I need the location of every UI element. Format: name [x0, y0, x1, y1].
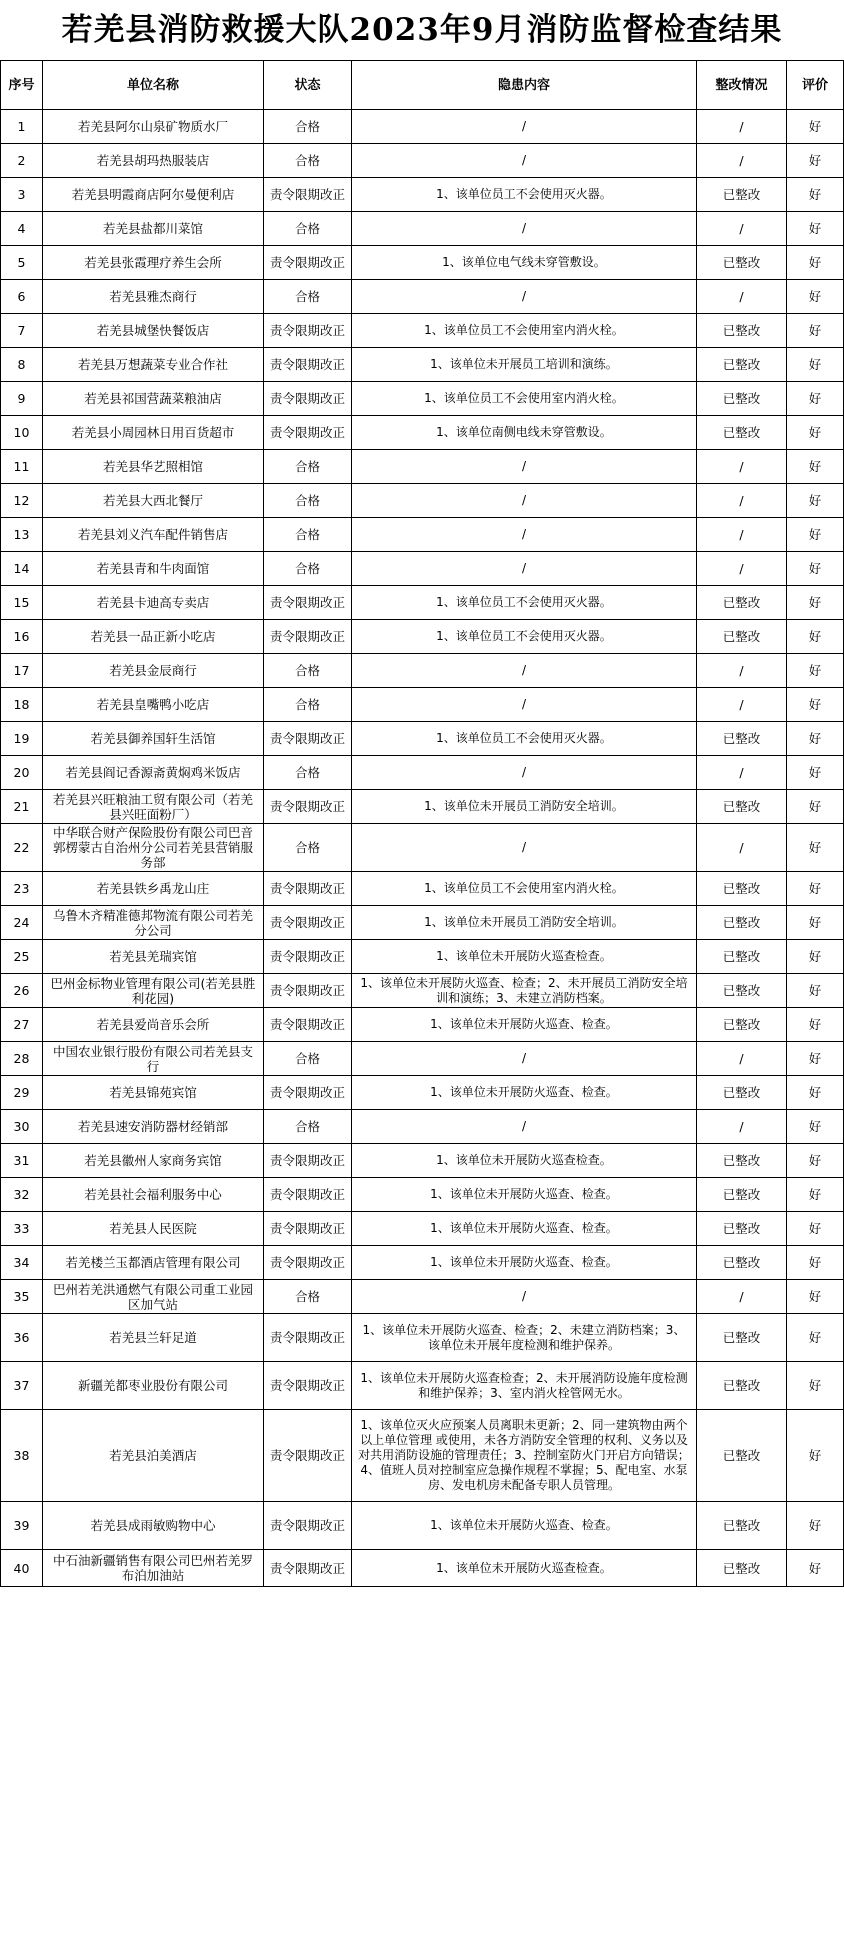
cell-status: 责令限期改正: [264, 872, 352, 906]
cell-hazard: 1、该单位未开展防火巡查、检查。: [352, 1178, 697, 1212]
cell-eval: 好: [787, 1362, 844, 1410]
cell-rectify: /: [697, 450, 787, 484]
table-row: [1, 722, 844, 756]
cell-no: 30: [1, 1110, 43, 1144]
cell-no: 40: [1, 1550, 43, 1587]
table-row: [1, 1144, 844, 1178]
cell-name: 若羌县徽州人家商务宾馆: [43, 1144, 264, 1178]
table-row: [1, 654, 844, 688]
cell-no: 16: [1, 620, 43, 654]
cell-rectify: /: [697, 756, 787, 790]
cell-no: 6: [1, 280, 43, 314]
table-row: [1, 1042, 844, 1076]
cell-hazard: /: [352, 450, 697, 484]
cell-eval: 好: [787, 722, 844, 756]
cell-name: 若羌县祁国营蔬菜粮油店: [43, 382, 264, 416]
cell-status: 合格: [264, 756, 352, 790]
cell-eval: 好: [787, 110, 844, 144]
cell-eval: 好: [787, 552, 844, 586]
table-row: [1, 212, 844, 246]
cell-no: 9: [1, 382, 43, 416]
cell-eval: 好: [787, 178, 844, 212]
cell-eval: 好: [787, 280, 844, 314]
page-title: 若羌县消防救援大队2023年9月消防监督检查结果: [61, 12, 783, 48]
cell-rectify: 已整改: [697, 1410, 787, 1502]
table-row: [1, 348, 844, 382]
cell-rectify: 已整改: [697, 348, 787, 382]
cell-eval: 好: [787, 416, 844, 450]
cell-hazard: 1、该单位员工不会使用灭火器。: [352, 178, 697, 212]
column-header-name: 单位名称: [43, 61, 264, 110]
cell-status: 责令限期改正: [264, 382, 352, 416]
cell-name: 若羌县兴旺粮油工贸有限公司（若羌县兴旺面粉厂）: [43, 790, 264, 824]
cell-eval: 好: [787, 1042, 844, 1076]
cell-rectify: /: [697, 1110, 787, 1144]
cell-status: 责令限期改正: [264, 906, 352, 940]
cell-hazard: /: [352, 144, 697, 178]
cell-name: 若羌县御养国轩生活馆: [43, 722, 264, 756]
cell-status: 责令限期改正: [264, 1410, 352, 1502]
cell-rectify: /: [697, 518, 787, 552]
cell-rectify: 已整改: [697, 178, 787, 212]
table-row: [1, 906, 844, 940]
cell-no: 13: [1, 518, 43, 552]
cell-rectify: /: [697, 110, 787, 144]
table-row: [1, 1550, 844, 1587]
table-row: [1, 1362, 844, 1410]
cell-status: 责令限期改正: [264, 974, 352, 1008]
cell-hazard: 1、该单位灭火应预案人员离职未更新；2、同一建筑物由两个以上单位管理 或使用，未各方消防安全管理的权利、义务以及对共用消防设施的管理责任；3、控制室防火门开启方向错误；4、值班人员对控制室应急操作规程不掌握；5、配电室、水泵房、发电机房未配备专职人员管理。: [352, 1410, 697, 1502]
cell-hazard: 1、该单位未开展员工培训和演练。: [352, 348, 697, 382]
cell-rectify: 已整改: [697, 1008, 787, 1042]
cell-hazard: 1、该单位员工不会使用室内消火栓。: [352, 314, 697, 348]
cell-status: 合格: [264, 1042, 352, 1076]
cell-eval: 好: [787, 1502, 844, 1550]
cell-hazard: /: [352, 110, 697, 144]
cell-hazard: 1、该单位员工不会使用室内消火栓。: [352, 382, 697, 416]
cell-status: 合格: [264, 518, 352, 552]
table-row: [1, 790, 844, 824]
table-row: [1, 940, 844, 974]
column-header-eval: 评价: [787, 61, 844, 110]
cell-eval: 好: [787, 940, 844, 974]
cell-name: 若羌县人民医院: [43, 1212, 264, 1246]
cell-name: 若羌县一品正新小吃店: [43, 620, 264, 654]
cell-rectify: 已整改: [697, 974, 787, 1008]
cell-status: 合格: [264, 110, 352, 144]
cell-eval: 好: [787, 1246, 844, 1280]
cell-eval: 好: [787, 1110, 844, 1144]
cell-no: 21: [1, 790, 43, 824]
cell-eval: 好: [787, 1550, 844, 1587]
cell-no: 25: [1, 940, 43, 974]
cell-rectify: /: [697, 280, 787, 314]
cell-rectify: 已整改: [697, 1212, 787, 1246]
cell-no: 14: [1, 552, 43, 586]
cell-hazard: 1、该单位未开展防火巡查、检查。: [352, 1246, 697, 1280]
cell-name: 若羌县速安消防器材经销部: [43, 1110, 264, 1144]
cell-name: 中国农业银行股份有限公司若羌县支行: [43, 1042, 264, 1076]
cell-status: 责令限期改正: [264, 586, 352, 620]
cell-eval: 好: [787, 1212, 844, 1246]
cell-eval: 好: [787, 348, 844, 382]
cell-eval: 好: [787, 1314, 844, 1362]
cell-name: 若羌县泊美酒店: [43, 1410, 264, 1502]
cell-status: 责令限期改正: [264, 1502, 352, 1550]
cell-no: 18: [1, 688, 43, 722]
table-row: [1, 1246, 844, 1280]
cell-rectify: 已整改: [697, 586, 787, 620]
cell-name: 乌鲁木齐精准德邦物流有限公司若羌分公司: [43, 906, 264, 940]
cell-hazard: /: [352, 688, 697, 722]
table-row: [1, 1280, 844, 1314]
cell-eval: 好: [787, 1178, 844, 1212]
cell-eval: 好: [787, 144, 844, 178]
cell-hazard: 1、该单位未开展防火巡查、检查；2、未建立消防档案；3、该单位未开展年度检测和维护保养。: [352, 1314, 697, 1362]
inspection-table: [0, 60, 844, 1587]
table-row: [1, 246, 844, 280]
cell-name: 若羌县万想蔬菜专业合作社: [43, 348, 264, 382]
cell-no: 36: [1, 1314, 43, 1362]
cell-eval: 好: [787, 620, 844, 654]
cell-no: 11: [1, 450, 43, 484]
cell-eval: 好: [787, 586, 844, 620]
cell-rectify: /: [697, 212, 787, 246]
cell-name: 若羌县金辰商行: [43, 654, 264, 688]
cell-hazard: 1、该单位员工不会使用灭火器。: [352, 620, 697, 654]
cell-rectify: 已整改: [697, 620, 787, 654]
cell-status: 合格: [264, 280, 352, 314]
table-row: [1, 1314, 844, 1362]
cell-hazard: 1、该单位未开展防火巡查检查；2、未开展消防设施年度检测和维护保养；3、室内消火栓管网无水。: [352, 1362, 697, 1410]
cell-status: 责令限期改正: [264, 314, 352, 348]
cell-status: 合格: [264, 212, 352, 246]
cell-hazard: 1、该单位未开展防火巡查、检查。: [352, 1076, 697, 1110]
cell-no: 35: [1, 1280, 43, 1314]
cell-rectify: /: [697, 824, 787, 872]
cell-name: 若羌县大西北餐厅: [43, 484, 264, 518]
cell-rectify: /: [697, 1042, 787, 1076]
cell-status: 合格: [264, 824, 352, 872]
cell-name: 若羌县羌瑞宾馆: [43, 940, 264, 974]
cell-hazard: /: [352, 212, 697, 246]
cell-status: 合格: [264, 552, 352, 586]
cell-rectify: 已整改: [697, 382, 787, 416]
table-row: [1, 688, 844, 722]
cell-status: 合格: [264, 450, 352, 484]
table-row: [1, 1212, 844, 1246]
cell-no: 33: [1, 1212, 43, 1246]
cell-eval: 好: [787, 1144, 844, 1178]
cell-eval: 好: [787, 872, 844, 906]
table-row: [1, 416, 844, 450]
cell-hazard: 1、该单位未开展防火巡查检查。: [352, 940, 697, 974]
table-row: [1, 974, 844, 1008]
cell-status: 责令限期改正: [264, 246, 352, 280]
cell-eval: 好: [787, 484, 844, 518]
cell-rectify: 已整改: [697, 1314, 787, 1362]
cell-hazard: /: [352, 552, 697, 586]
cell-status: 责令限期改正: [264, 1178, 352, 1212]
cell-status: 责令限期改正: [264, 416, 352, 450]
cell-no: 28: [1, 1042, 43, 1076]
cell-no: 2: [1, 144, 43, 178]
table-header-row: [1, 61, 844, 110]
cell-status: 责令限期改正: [264, 1212, 352, 1246]
cell-name: 若羌县胡玛热服装店: [43, 144, 264, 178]
cell-no: 8: [1, 348, 43, 382]
cell-status: 责令限期改正: [264, 1144, 352, 1178]
table-row: [1, 1076, 844, 1110]
cell-name: 若羌县阿尔山泉矿物质水厂: [43, 110, 264, 144]
cell-status: 责令限期改正: [264, 178, 352, 212]
cell-name: 若羌县社会福利服务中心: [43, 1178, 264, 1212]
table-row: [1, 484, 844, 518]
table-row: [1, 620, 844, 654]
cell-no: 5: [1, 246, 43, 280]
table-row: [1, 450, 844, 484]
cell-no: 38: [1, 1410, 43, 1502]
cell-no: 23: [1, 872, 43, 906]
cell-status: 责令限期改正: [264, 722, 352, 756]
cell-status: 责令限期改正: [264, 620, 352, 654]
cell-name: 若羌县兰轩足道: [43, 1314, 264, 1362]
cell-rectify: /: [697, 688, 787, 722]
table-row: [1, 1008, 844, 1042]
cell-status: 责令限期改正: [264, 1362, 352, 1410]
cell-eval: 好: [787, 974, 844, 1008]
cell-eval: 好: [787, 382, 844, 416]
table-row: [1, 518, 844, 552]
cell-hazard: 1、该单位未开展员工消防安全培训。: [352, 906, 697, 940]
cell-rectify: 已整改: [697, 314, 787, 348]
table-row: [1, 1110, 844, 1144]
cell-name: 新疆羌都枣业股份有限公司: [43, 1362, 264, 1410]
cell-rectify: 已整改: [697, 790, 787, 824]
cell-name: 若羌县张霞理疗养生会所: [43, 246, 264, 280]
cell-name: 巴州若羌洪通燃气有限公司重工业园区加气站: [43, 1280, 264, 1314]
cell-no: 37: [1, 1362, 43, 1410]
cell-no: 7: [1, 314, 43, 348]
cell-status: 责令限期改正: [264, 1246, 352, 1280]
cell-no: 27: [1, 1008, 43, 1042]
cell-no: 26: [1, 974, 43, 1008]
column-header-no: 序号: [1, 61, 43, 110]
cell-hazard: 1、该单位员工不会使用灭火器。: [352, 586, 697, 620]
cell-name: 若羌县爱尚音乐会所: [43, 1008, 264, 1042]
cell-name: 若羌县刘义汽车配件销售店: [43, 518, 264, 552]
cell-no: 34: [1, 1246, 43, 1280]
cell-hazard: /: [352, 280, 697, 314]
cell-name: 若羌县青和牛肉面馆: [43, 552, 264, 586]
cell-hazard: /: [352, 756, 697, 790]
cell-rectify: 已整改: [697, 1178, 787, 1212]
cell-hazard: /: [352, 518, 697, 552]
cell-eval: 好: [787, 654, 844, 688]
cell-status: 责令限期改正: [264, 1076, 352, 1110]
cell-no: 1: [1, 110, 43, 144]
cell-rectify: 已整改: [697, 940, 787, 974]
cell-rectify: 已整改: [697, 1246, 787, 1280]
cell-rectify: 已整改: [697, 1362, 787, 1410]
table-row: [1, 1178, 844, 1212]
cell-eval: 好: [787, 1410, 844, 1502]
cell-no: 22: [1, 824, 43, 872]
cell-no: 24: [1, 906, 43, 940]
cell-hazard: 1、该单位未开展防火巡查、检查；2、未开展员工消防安全培训和演练；3、未建立消防档案。: [352, 974, 697, 1008]
cell-eval: 好: [787, 518, 844, 552]
cell-name: 若羌县小周园林日用百货超市: [43, 416, 264, 450]
cell-eval: 好: [787, 1008, 844, 1042]
cell-eval: 好: [787, 1076, 844, 1110]
column-header-hazard: 隐患内容: [352, 61, 697, 110]
cell-name: 若羌县皇嘴鸭小吃店: [43, 688, 264, 722]
cell-name: 若羌县盐都川菜馆: [43, 212, 264, 246]
cell-status: 责令限期改正: [264, 348, 352, 382]
cell-no: 39: [1, 1502, 43, 1550]
cell-no: 32: [1, 1178, 43, 1212]
cell-eval: 好: [787, 246, 844, 280]
cell-no: 19: [1, 722, 43, 756]
table-row: [1, 824, 844, 872]
cell-rectify: 已整改: [697, 906, 787, 940]
cell-hazard: 1、该单位未开展员工消防安全培训。: [352, 790, 697, 824]
cell-status: 合格: [264, 144, 352, 178]
table-body: [1, 110, 844, 1587]
cell-status: 责令限期改正: [264, 1314, 352, 1362]
cell-status: 责令限期改正: [264, 1550, 352, 1587]
cell-status: 责令限期改正: [264, 1008, 352, 1042]
cell-name: 若羌县雅杰商行: [43, 280, 264, 314]
cell-name: 中华联合财产保险股份有限公司巴音郭楞蒙古自治州分公司若羌县营销服务部: [43, 824, 264, 872]
table-row: [1, 110, 844, 144]
cell-name: 巴州金标物业管理有限公司(若羌县胜利花园): [43, 974, 264, 1008]
cell-name: 若羌县阎记香源斋黄焖鸡米饭店: [43, 756, 264, 790]
table-row: [1, 382, 844, 416]
cell-rectify: 已整改: [697, 722, 787, 756]
cell-eval: 好: [787, 1280, 844, 1314]
cell-no: 20: [1, 756, 43, 790]
cell-hazard: /: [352, 654, 697, 688]
cell-name: 若羌县华艺照相馆: [43, 450, 264, 484]
cell-status: 责令限期改正: [264, 940, 352, 974]
cell-eval: 好: [787, 212, 844, 246]
cell-eval: 好: [787, 688, 844, 722]
cell-hazard: 1、该单位南侧电线未穿管敷设。: [352, 416, 697, 450]
cell-rectify: /: [697, 144, 787, 178]
cell-hazard: 1、该单位未开展防火巡查检查。: [352, 1144, 697, 1178]
cell-status: 合格: [264, 1110, 352, 1144]
table-row: [1, 552, 844, 586]
cell-no: 17: [1, 654, 43, 688]
cell-rectify: /: [697, 654, 787, 688]
cell-hazard: /: [352, 1280, 697, 1314]
column-header-status: 状态: [264, 61, 352, 110]
cell-status: 合格: [264, 484, 352, 518]
cell-hazard: /: [352, 1110, 697, 1144]
cell-rectify: 已整改: [697, 246, 787, 280]
cell-hazard: /: [352, 824, 697, 872]
cell-rectify: /: [697, 1280, 787, 1314]
cell-rectify: 已整改: [697, 872, 787, 906]
table-row: [1, 756, 844, 790]
cell-no: 12: [1, 484, 43, 518]
cell-no: 4: [1, 212, 43, 246]
cell-rectify: /: [697, 552, 787, 586]
table-row: [1, 586, 844, 620]
table-row: [1, 872, 844, 906]
table-row: [1, 314, 844, 348]
cell-name: 若羌县锦苑宾馆: [43, 1076, 264, 1110]
cell-name: 若羌楼兰玉都酒店管理有限公司: [43, 1246, 264, 1280]
cell-hazard: /: [352, 484, 697, 518]
cell-status: 合格: [264, 1280, 352, 1314]
cell-hazard: 1、该单位未开展防火巡查、检查。: [352, 1212, 697, 1246]
cell-no: 31: [1, 1144, 43, 1178]
cell-eval: 好: [787, 756, 844, 790]
cell-name: 若羌县卡迪高专卖店: [43, 586, 264, 620]
cell-rectify: 已整改: [697, 1144, 787, 1178]
cell-eval: 好: [787, 790, 844, 824]
table-row: [1, 280, 844, 314]
cell-rectify: 已整改: [697, 416, 787, 450]
cell-name: 若羌县成雨敏购物中心: [43, 1502, 264, 1550]
cell-no: 29: [1, 1076, 43, 1110]
cell-eval: 好: [787, 314, 844, 348]
cell-name: 若羌县明霞商店阿尔曼便利店: [43, 178, 264, 212]
cell-hazard: 1、该单位未开展防火巡查、检查。: [352, 1502, 697, 1550]
cell-eval: 好: [787, 450, 844, 484]
cell-status: 责令限期改正: [264, 790, 352, 824]
cell-no: 10: [1, 416, 43, 450]
cell-eval: 好: [787, 824, 844, 872]
cell-hazard: 1、该单位未开展防火巡查、检查。: [352, 1008, 697, 1042]
cell-rectify: /: [697, 484, 787, 518]
cell-hazard: 1、该单位员工不会使用室内消火栓。: [352, 872, 697, 906]
cell-name: 中石油新疆销售有限公司巴州若羌罗布泊加油站: [43, 1550, 264, 1587]
table-row: [1, 144, 844, 178]
cell-hazard: 1、该单位电气线未穿管敷设。: [352, 246, 697, 280]
cell-hazard: /: [352, 1042, 697, 1076]
cell-hazard: 1、该单位未开展防火巡查检查。: [352, 1550, 697, 1587]
cell-no: 15: [1, 586, 43, 620]
cell-name: 若羌县铁乡禹龙山庄: [43, 872, 264, 906]
cell-rectify: 已整改: [697, 1550, 787, 1587]
table-row: [1, 1502, 844, 1550]
cell-name: 若羌县城堡快餐饭店: [43, 314, 264, 348]
cell-eval: 好: [787, 906, 844, 940]
cell-rectify: 已整改: [697, 1502, 787, 1550]
table-row: [1, 1410, 844, 1502]
cell-hazard: 1、该单位员工不会使用灭火器。: [352, 722, 697, 756]
column-header-rectify: 整改情况: [697, 61, 787, 110]
cell-status: 合格: [264, 688, 352, 722]
cell-rectify: 已整改: [697, 1076, 787, 1110]
cell-status: 合格: [264, 654, 352, 688]
cell-no: 3: [1, 178, 43, 212]
table-row: [1, 178, 844, 212]
